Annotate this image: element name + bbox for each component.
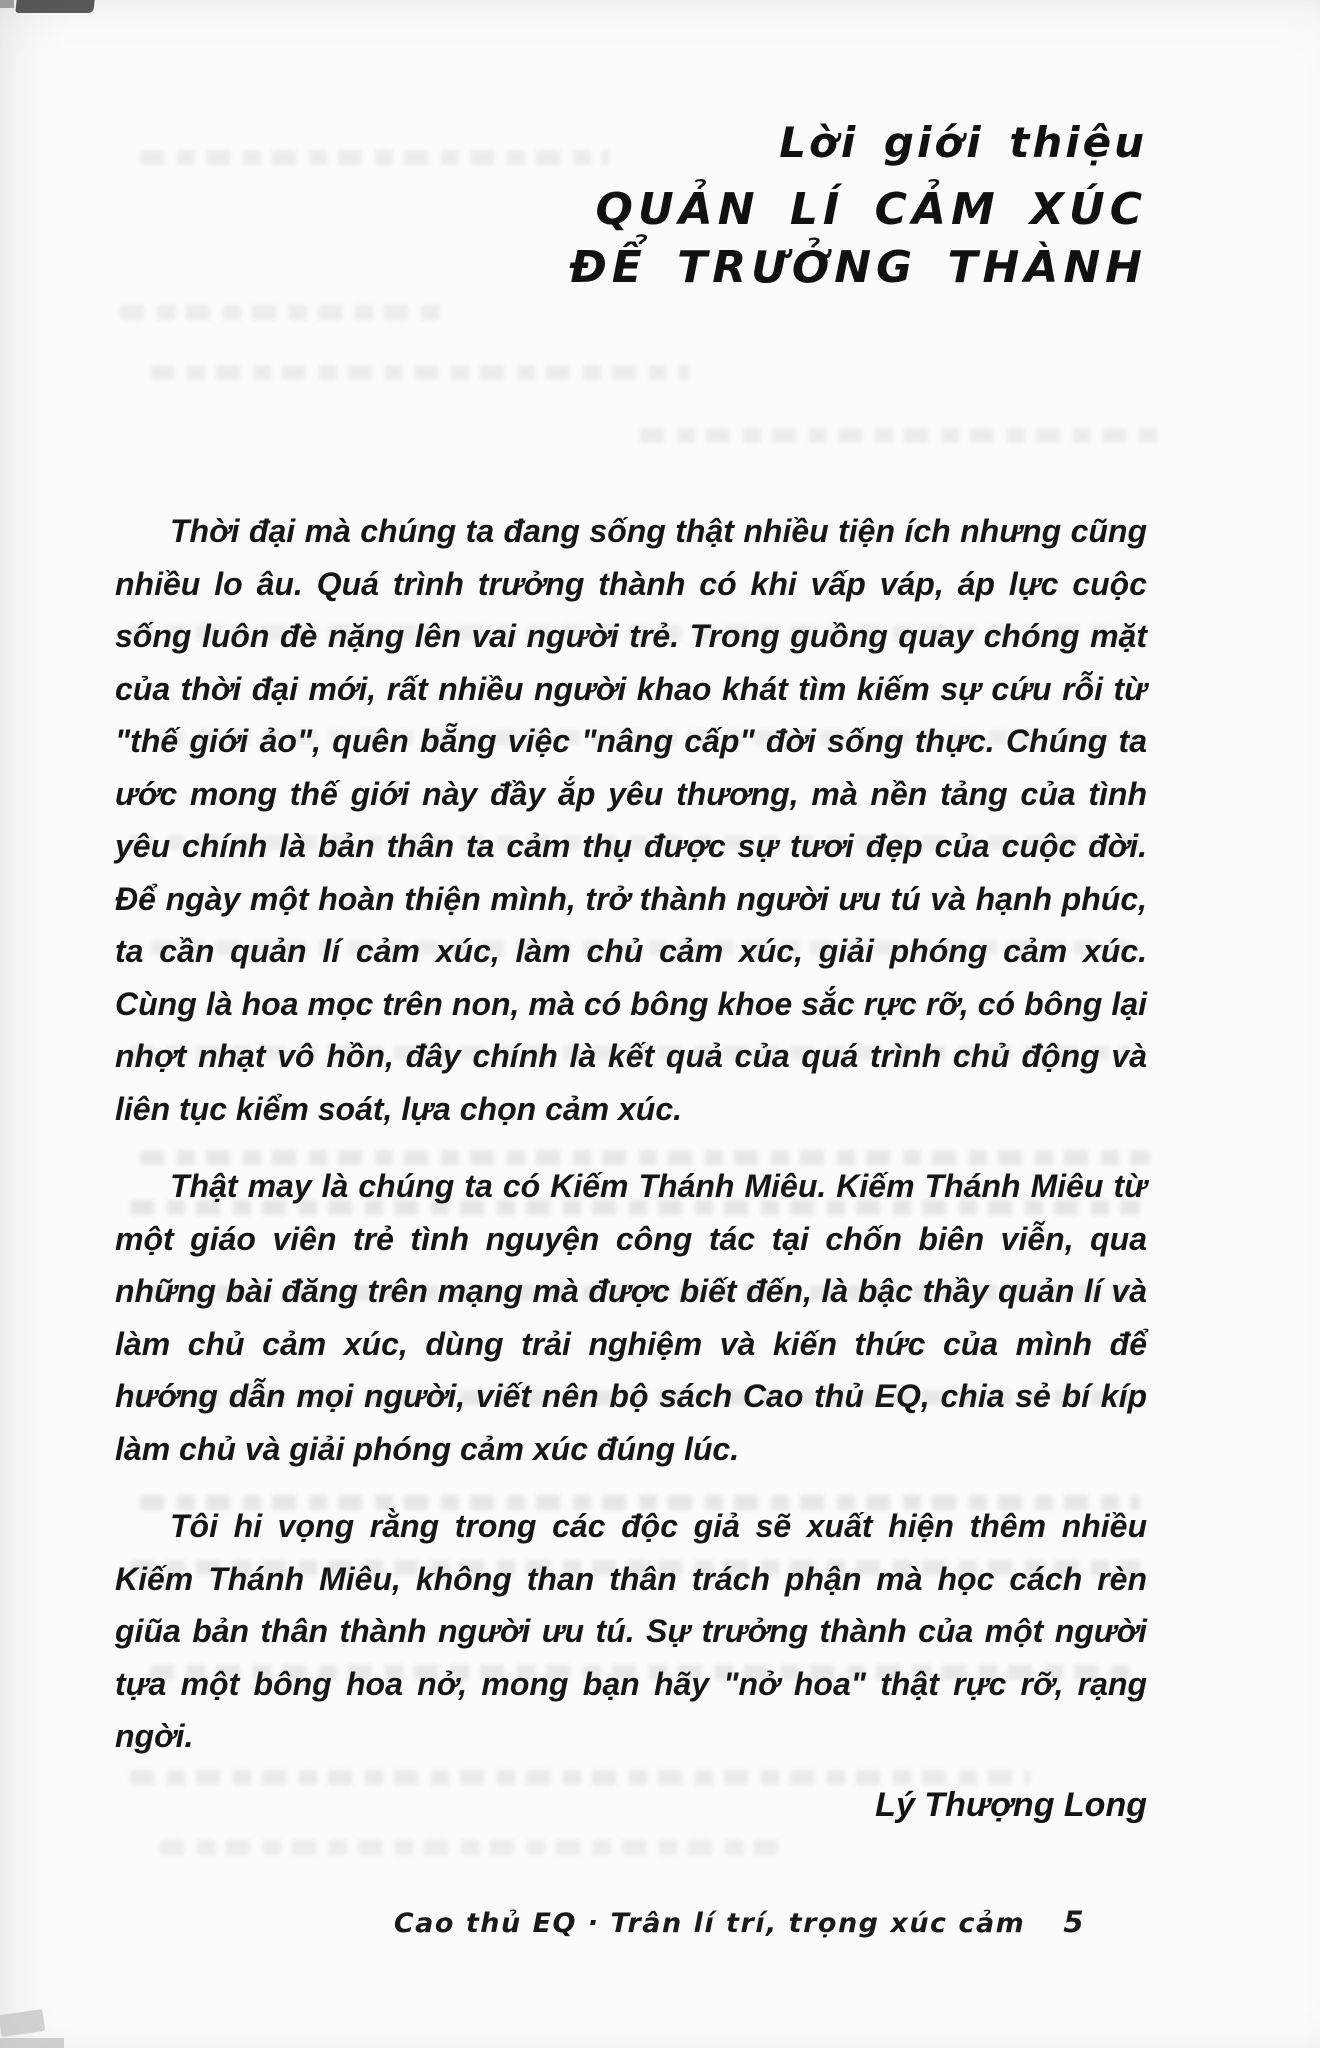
page-number: 5 [1063,1905,1085,1939]
scan-artifact-top-left [15,0,94,13]
book-title-line-1: QUẢN LÍ CẢM XÚC [595,184,1147,235]
showthrough-ghost-line [640,428,1160,443]
showthrough-ghost-line [150,365,690,380]
intro-body [115,505,1147,1831]
scan-artifact-top-edge [0,0,14,8]
author-signature: Lý Thượng Long [875,1785,1147,1824]
showthrough-ghost-line [140,150,610,165]
book-title [570,181,1147,297]
running-footer [394,1905,1085,1939]
intro-paragraph-1: Thời đại mà chúng ta đang sống thật nhiều tiện ích nhưng cũng nhiều lo âu. Quá trình trưởng thành có khi vấp váp, áp lực cuộc sống luôn đè nặng lên vai người trẻ. Trong guồng quay chóng mặt của thời đại mới, rất nhiều người khao khát tìm kiếm sự cứu rỗi từ "thế giới ảo", quên bẵng việc "nâng cấp" đời sống thực. Chúng ta ước mong thế giới này đầy ắp yêu thương, mà nền tảng của tình yêu chính là bản thân ta cảm thụ được sự tươi đẹp của cuộc đời. Để ngày một hoàn thiện mình, trở thành người ưu tú và hạnh phúc, ta cần quản lí cảm xúc, làm chủ cảm xúc, giải phóng cảm xúc. Cùng là hoa mọc trên non, mà có bông khoe sắc rực rỡ, có bông lại nhợt nhạt vô hồn, đây chính là kết quả của quá trình chủ động và liên tục kiểm soát, lựa chọn cảm xúc. [115,513,1147,1127]
scan-artifact-bottom-edge [0,2038,64,2048]
page-header [570,118,1147,297]
showthrough-ghost-line [160,1840,780,1855]
book-title-line-2: ĐỂ TRƯỞNG THÀNH [569,242,1147,293]
intro-paragraph-3: Tôi hi vọng rằng trong các độc giả sẽ xuất hiện thêm nhiều Kiếm Thánh Miêu, không than thân trách phận mà học cách rèn giũa bản thân thành người ưu tú. Sự trưởng thành của một người tựa một bông hoa nở, mong bạn hãy "nở hoa" thật rực rỡ, rạng ngời. [115,1508,1147,1754]
intro-paragraph-2: Thật may là chúng ta có Kiếm Thánh Miêu. Kiếm Thánh Miêu từ một giáo viên trẻ tình nguyện công tác tại chốn biên viễn, qua những bài đăng trên mạng mà được biết đến, là bậc thầy quản lí và làm chủ cảm xúc, dùng trải nghiệm và kiến thức của mình để hướng dẫn mọi người, viết nên bộ sách Cao thủ EQ, chia sẻ bí kíp làm chủ và giải phóng cảm xúc đúng lúc. [115,1168,1147,1467]
scan-artifact-bottom-left [0,2009,45,2037]
showthrough-ghost-line [120,305,450,320]
running-title: Cao thủ EQ · Trân lí trí, trọng xúc cảm [393,1908,1026,1939]
intro-section-label: Lời giới thiệu [779,118,1147,167]
